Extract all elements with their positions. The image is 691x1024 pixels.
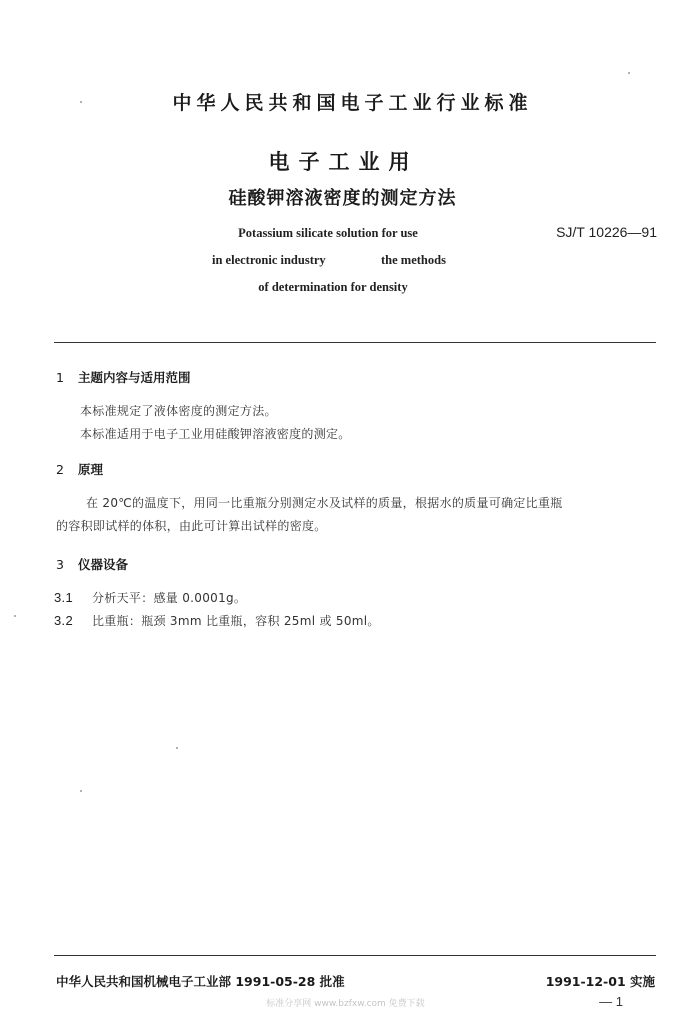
scan-speck <box>176 747 178 749</box>
clause-3-2 <box>54 612 380 629</box>
approval-info: 中华人民共和国机械电子工业部 1991-05-28 批准 <box>56 974 345 989</box>
section-number: 3 <box>56 557 64 572</box>
section-1-heading <box>56 368 191 386</box>
paragraph: 本标准适用于电子工业用硅酸钾溶液密度的测定。 <box>80 427 351 441</box>
section-number: 2 <box>56 462 64 477</box>
scan-speck <box>80 790 82 792</box>
paragraph: 本标准规定了液体密度的测定方法。 <box>80 404 277 418</box>
document-title-line2: 硅酸钾溶液密度的测定方法 <box>228 188 457 209</box>
standard-category-header: 中华人民共和国电子工业行业标准 <box>172 92 533 114</box>
english-title-line3: of determination for density <box>258 280 408 294</box>
section-number: 1 <box>56 370 64 385</box>
header-divider <box>54 342 656 343</box>
clause-text: 分析天平：感量 0.0001g。 <box>92 591 247 605</box>
english-title-line2-part2: the methods <box>381 253 446 267</box>
clause-3-1 <box>54 589 246 606</box>
page-number: — 1 <box>599 994 623 1009</box>
scan-speck <box>14 615 16 617</box>
scan-speck <box>628 72 630 74</box>
clause-number: 3.1 <box>54 590 73 605</box>
clause-text: 比重瓶：瓶颈 3mm 比重瓶，容积 25ml 或 50ml。 <box>92 614 380 628</box>
english-title-line2-part1: in electronic industry <box>212 253 326 267</box>
section-2-heading <box>56 460 103 478</box>
english-title-line1: Potassium silicate solution for use <box>238 226 418 240</box>
section-title: 原理 <box>78 462 104 477</box>
paragraph-continuation: 的容积即试样的体积，由此可计算出试样的密度。 <box>56 519 327 533</box>
scan-speck <box>80 101 82 103</box>
implementation-date: 1991-12-01 实施 <box>545 974 655 989</box>
document-title-line1: 电子工业用 <box>268 150 419 174</box>
footer-divider <box>54 955 656 956</box>
watermark: 标准分享网 www.bzfxw.com 免费下载 <box>266 999 425 1009</box>
section-title: 主题内容与适用范围 <box>78 370 191 385</box>
paragraph: 在 20℃的温度下，用同一比重瓶分别测定水及试样的质量，根据水的质量可确定比重瓶 <box>86 496 563 510</box>
standard-code: SJ/T 10226—91 <box>556 224 657 240</box>
clause-number: 3.2 <box>54 613 73 628</box>
section-3-heading <box>56 555 128 573</box>
section-title: 仪器设备 <box>78 557 129 572</box>
